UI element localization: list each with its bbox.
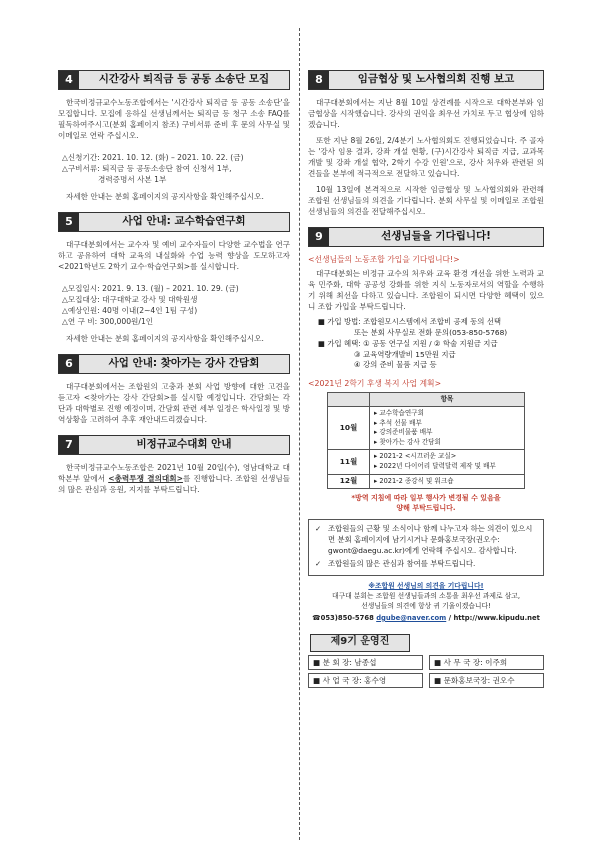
- staff-section: [308, 634, 544, 688]
- website-link[interactable]: / http://www.kipudu.net: [446, 613, 540, 622]
- closing-line: 선생님들의 의견에 항상 귀 기울이겠습니다!: [361, 602, 491, 610]
- section-5: [58, 212, 290, 344]
- section-6-header: [58, 354, 290, 374]
- bullet-icon: ▸: [374, 437, 380, 446]
- staff-title: 제9기 운영진: [310, 634, 410, 652]
- check-item: ✓ 조합원들의 근황 및 소식이나 함께 나누고자 하는 의견이 있으시면 분회 홈페이지에 남기시거나 문화홍보국장(권오수: gwont@daegu.ac.kr)에게 연락해 주십시오. 감사합니다.: [315, 524, 533, 555]
- section-7-body: 한국비정규교수노동조합은 2021년 10월 20일(수), 영남대학교 대학본부 앞에서 <총력투쟁 결의대회>를 진행합니다. 조합원 선생님들의 많은 관심과 응원, 지지를 부탁드립니다.: [58, 463, 290, 494]
- staff-grid: [308, 655, 544, 688]
- section-7: [58, 435, 290, 495]
- expected-people: △예상인원: 40명 이내(2~4인 1팀 구성): [62, 306, 198, 315]
- welfare-plan-table: [327, 392, 525, 489]
- section-number: 6: [59, 355, 79, 373]
- recruit-target: △모집대상: 대구대학교 강사 및 대학원생: [62, 295, 198, 304]
- plan-item: ▸ 2022년 다이어리 달력달력 제작 및 배부: [374, 462, 496, 470]
- table-row: [328, 450, 525, 474]
- plan-items: [370, 474, 525, 489]
- closing-line: 대구대 분회는 조합원 선생님들과의 소통을 최우선 과제로 삼고,: [332, 592, 520, 601]
- section-title: 비정규교수대회 안내: [79, 436, 289, 454]
- section-number: 9: [309, 228, 329, 246]
- notice-box: [308, 519, 544, 576]
- table-header: 항목: [370, 393, 525, 407]
- bullet-icon: ▸: [374, 476, 380, 485]
- section-9-intro: 대구대분회는 비정규 교수의 처우와 교육 환경 개선을 위한 노력과 교육 민주화, 대학 공공성 강화를 위한 지식 노동자로서의 역할을 수행하기 위해 최선을 다하고 있습니다. 조합원이 되시면 다양한 혜택이 있으니 조합 가입을 부탁드립니다.: [308, 269, 544, 312]
- plan-month: 11월: [328, 450, 370, 474]
- plan-item: ▸ 2021-2 <시끄러운 교실>: [374, 452, 457, 461]
- plan-month: 12월: [328, 474, 370, 489]
- email-link[interactable]: dgube@naver.com: [376, 613, 447, 622]
- section-number: 5: [59, 213, 79, 231]
- staff-member: ■ 사 업 국 장: 홍수영: [308, 673, 423, 688]
- right-column: [308, 70, 544, 688]
- section-8-p2: 또한 지난 8월 26일, 2/4분기 노사협의회도 진행되었습니다. 주 골자는 '강사 임용 결과, 강좌 개설 현황, (구)시간강사 퇴직금 지급, 교과목 개발 및 강좌 개설 협약, 2학기 수강 인원'으로, 강사 처우와 관련된 의견들을 본부에 적극적으로 전달하고 있습니다.: [308, 136, 544, 178]
- welfare-plan-title: <2021년 2학기 후생 복지 사업 계획>: [308, 378, 442, 388]
- left-column: [58, 70, 290, 505]
- section-5-header: [58, 212, 290, 232]
- staff-member: ■ 분 회 장: 남종섭: [308, 655, 423, 670]
- section-8-p3: 10월 13일에 본격적으로 시작한 임금협상 및 노사협의회와 관련해 조합원 선생님들의 의견을 기다립니다. 분회 사무실 및 이메일로 조합원 선생님들의 의견을 전달해주십시오.: [308, 185, 544, 216]
- staff-member: ■ 사 무 국 장: 이주희: [429, 655, 544, 670]
- bullet-icon: ▸: [374, 452, 380, 461]
- plan-item: ▸ 2021-2 종강식 및 워크숍: [374, 476, 454, 485]
- section-4-intro: 한국비정규교수노동조합에서는 '시간강사 퇴직금 등 공동 소송단'을 모집합니다. 모집에 응하실 선생님께서는 퇴직금 등 청구 소송 FAQ를 필독하여주시고(분회 홈페이지 참조) 구비서류 준비 후 문의 사무실 및 이메일로 연락 주십시오.: [58, 98, 290, 140]
- section-5-notice: 자세한 안내는 분회 홈페이지의 공지사항을 확인해주십시오.: [66, 334, 264, 343]
- section-number: 8: [309, 71, 329, 89]
- section-title: 임금협상 및 노사협의회 진행 보고: [329, 71, 543, 89]
- research-fund: △연 구 비: 300,000원/1인: [62, 317, 154, 326]
- section-number: 7: [59, 436, 79, 454]
- bullet-icon: ▸: [374, 428, 380, 437]
- section-title: 사업 안내: 교수학습연구회: [79, 213, 289, 231]
- plan-item: ▸ 강의준비물품 배부: [374, 428, 433, 437]
- section-9-header: [308, 227, 544, 247]
- section-4-notice: 자세한 안내는 분회 홈페이지의 공지사항을 확인해주십시오.: [66, 192, 264, 201]
- section-8: [308, 70, 544, 217]
- section-title: 시간강사 퇴직금 등 공동 소송단 모집: [79, 71, 289, 89]
- join-method: ■ 가입 방법: 조합원모시스템에서 조합비 공제 동의 선택: [318, 317, 501, 327]
- check-item: ✓ 조합원들의 많은 관심과 참여를 부탁드립니다.: [315, 558, 476, 568]
- plan-items: [370, 407, 525, 450]
- bullet-icon: ▸: [374, 462, 380, 470]
- join-benefits-cont: ④ 강의 준비 물품 지급 등: [354, 360, 437, 370]
- join-benefits-cont: ③ 교육역량개발비 15만원 지급: [354, 349, 456, 359]
- join-benefits: ■ 가입 혜택: ① 공동 연구실 지원 / ② 학술 지원금 지급: [318, 338, 498, 348]
- plan-item: ▸ 교수학습연구회: [374, 409, 424, 418]
- section-number: 4: [59, 71, 79, 89]
- section-7-header: [58, 435, 290, 455]
- required-docs-cont: 경력증명서 사본 1부: [98, 175, 167, 184]
- section-title: 사업 안내: 찾아가는 강사 간담회: [79, 355, 289, 373]
- apply-period: △신청기간: 2021. 10. 12. (화) – 2021. 10. 22. (금): [62, 153, 244, 162]
- contact-line: [308, 614, 544, 624]
- recruit-period: △모집일시: 2021. 9. 13. (월) – 2021. 10. 29. (금): [62, 284, 239, 293]
- plan-item: ▸ 추석 선물 배부: [374, 418, 422, 427]
- closing-headline: ※조합원 선생님의 의견을 기다립니다!: [368, 582, 484, 591]
- section-4: [58, 70, 290, 202]
- closing-block: [308, 582, 544, 623]
- column-divider: [299, 28, 300, 840]
- bullet-icon: ▸: [374, 409, 380, 418]
- check-icon: ✓: [315, 524, 322, 534]
- phone: ☎053)850-5768: [312, 613, 374, 622]
- section-9: [308, 227, 544, 624]
- section-8-p1: 대구대분회에서는 지난 8월 10일 상견례를 시작으로 대학본부와 임금협상을 시작했습니다. 강사의 권익을 최우선 가치로 두고 협상에 임하겠습니다.: [308, 98, 544, 129]
- join-method-cont: 또는 분회 사무실로 전화 문의(053-850-5768): [354, 328, 508, 338]
- section-6-body: 대구대분회에서는 조합원의 고충과 분회 사업 방향에 대한 고견을 듣고자 <찾아가는 강사 간담회>를 실시할 예정입니다. 간담회는 각 단과 대학별로 진행 예정이며, 간담회 관련 세부 일정은 학사일정 및 방역상황을 고려하여 추후 재안내드리겠습니다.: [58, 382, 290, 424]
- staff-member: ■ 문화홍보국장: 권오수: [429, 673, 544, 688]
- join-subtitle: <선생님들의 노동조합 가입을 기다립니다!>: [308, 255, 460, 264]
- check-icon: ✓: [315, 558, 322, 568]
- table-row: [328, 474, 525, 489]
- required-docs: △구비서류: 퇴직금 등 공동소송단 참여 신청서 1부,: [62, 164, 232, 173]
- section-8-header: [308, 70, 544, 90]
- plan-items: [370, 450, 525, 474]
- section-5-intro: 대구대분회에서는 교수자 및 예비 교수자들이 다양한 교수법을 연구하고 공유하여 대학 교육의 내실화와 수업 능력 향상을 도모하고자 <2021학년도 2학기 교수·학습연구회>를 실시합니다.: [58, 240, 290, 271]
- plan-month: 10월: [328, 407, 370, 450]
- section-4-header: [58, 70, 290, 90]
- table-row: [328, 407, 525, 450]
- section-title: 선생님들을 기다립니다!: [329, 228, 543, 246]
- bullet-icon: ▸: [374, 418, 380, 427]
- section-6: [58, 354, 290, 425]
- plan-item: ▸ 찾아가는 강사 간담회: [374, 437, 441, 446]
- quarantine-note: *방역 지침에 따라 일부 행사가 변경될 수 있음을 양해 부탁드립니다.: [351, 494, 501, 513]
